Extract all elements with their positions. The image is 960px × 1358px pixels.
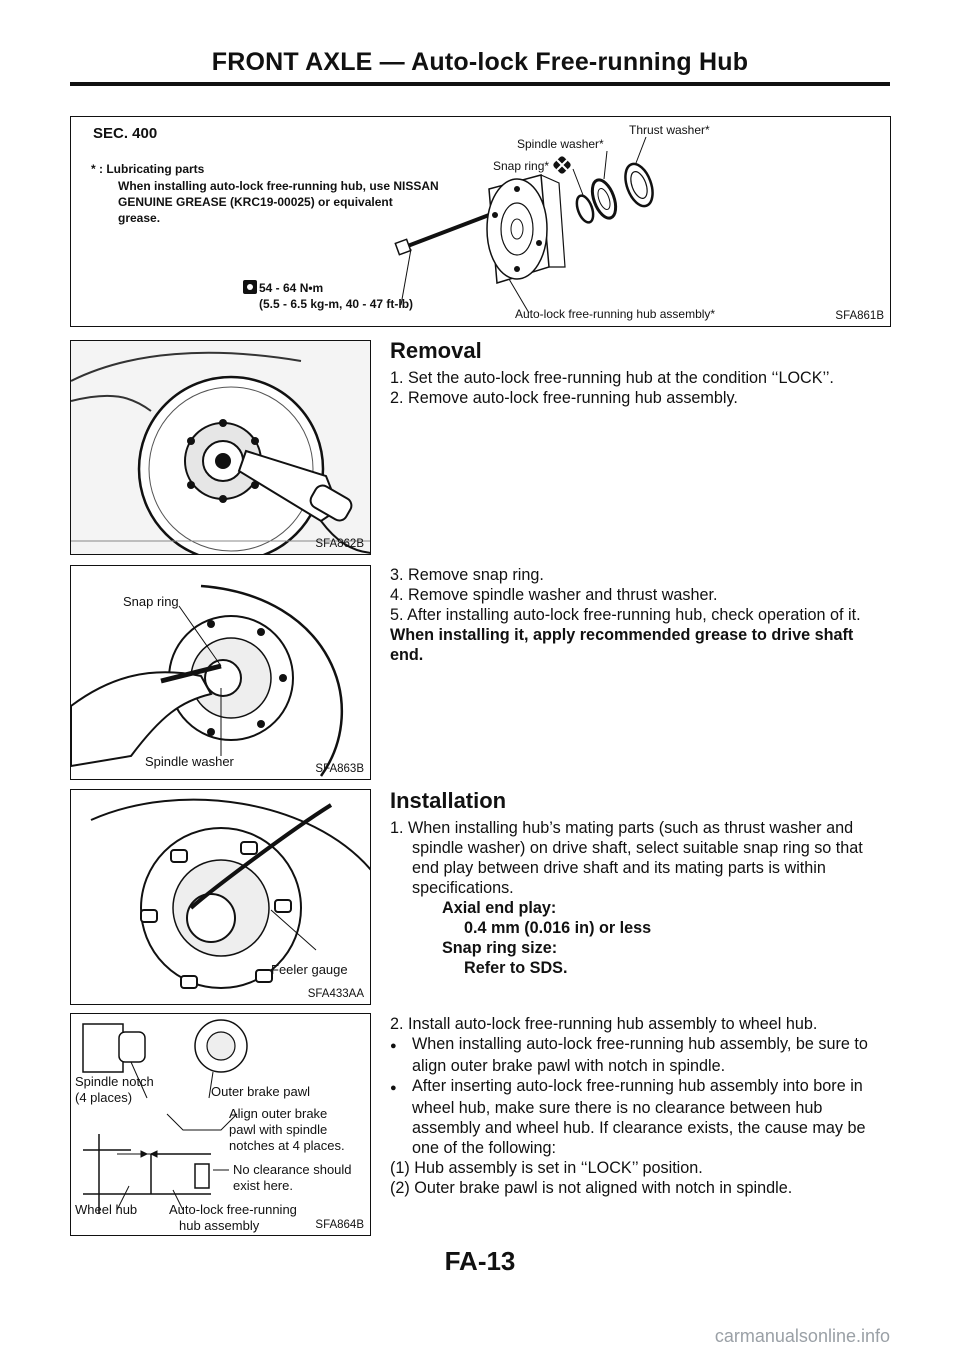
- header-rule: [70, 82, 890, 86]
- removal-step-1: 1. Set the auto-lock free-running hub at the condition ‘‘LOCK’’.: [390, 369, 834, 387]
- removal-heading: Removal: [390, 338, 482, 363]
- label-spindle-notch: Spindle notch: [75, 1074, 154, 1089]
- label-spindle-washer: Spindle washer*: [517, 137, 604, 151]
- removal-step-4: 4. Remove spindle washer and thrust washer.: [390, 586, 718, 604]
- installation-cause-2: (2) Outer brake pawl is not aligned with notch in spindle.: [390, 1179, 793, 1197]
- bullet-icon: ●: [390, 1040, 397, 1052]
- label-thrust-washer: Thrust washer*: [629, 123, 710, 137]
- watermark: carmanualsonline.info: [714, 1326, 890, 1346]
- label-snap-ring: Snap ring*: [493, 159, 550, 173]
- installation-heading: Installation: [390, 788, 507, 813]
- label-spindle-washer: Spindle washer: [145, 754, 234, 769]
- label-feeler-gauge: Feeler gauge: [271, 962, 348, 977]
- feeler-gauge-figure: [70, 789, 371, 1005]
- installation-bullet-2: ● After inserting auto-lock free-running hub assembly into bore in wheel hub, make sure there is no clearance between hub assembly and wheel hub. If clearance exists, the cause may be one of the following:: [390, 1077, 866, 1157]
- figure-id: SFA861B: [835, 310, 884, 322]
- label-wheel-hub: Wheel hub: [75, 1202, 138, 1217]
- figure-id: SFA433AA: [307, 988, 364, 1000]
- installation-bullet-1: ● When installing auto-lock free-running hub assembly, be sure to align outer brake pawl with notch in spindle.: [390, 1035, 868, 1075]
- removal-steps-2: [390, 565, 890, 665]
- section-number: SEC. 400: [93, 125, 158, 142]
- installation-cause-1: (1) Hub assembly is set in ‘‘LOCK’’ position.: [390, 1159, 703, 1177]
- label-hub-assembly-1: Auto-lock free-running: [169, 1202, 297, 1217]
- legend-line-4: grease.: [118, 211, 161, 225]
- hub-assembly-drawing: [487, 175, 565, 283]
- legend-line-3: GENUINE GREASE (KRC19-00025) or equivalent: [118, 195, 393, 209]
- axial-end-play-label: Axial end play:: [442, 899, 557, 917]
- installation-step-2: 2. Install auto-lock free-running hub assembly to wheel hub.: [390, 1015, 818, 1033]
- legend-line-2: When installing auto-lock free-running hub, use NISSAN: [118, 179, 439, 193]
- bullet-icon: ●: [390, 1082, 397, 1094]
- page-number: FA-13: [444, 1246, 516, 1276]
- label-outer-brake-pawl: Outer brake pawl: [211, 1084, 310, 1099]
- removal-step-5: 5. After installing auto-lock free-running hub, check operation of it.: [390, 606, 861, 624]
- removal-note: When installing it, apply recommended grease to drive shaft end.: [390, 626, 854, 664]
- label-snap-ring: Snap ring: [123, 594, 179, 609]
- label-spindle-notch-count: (4 places): [75, 1090, 133, 1105]
- label-clearance-1: No clearance should: [233, 1162, 352, 1177]
- alignment-figure: [70, 1013, 371, 1236]
- figure-id: SFA863B: [315, 763, 364, 775]
- torque-spec-1: 54 - 64 N•m: [259, 281, 324, 295]
- legend-line-1: * : Lubricating parts: [91, 162, 205, 176]
- label-hub-assembly: Auto-lock free-running hub assembly*: [515, 307, 716, 321]
- removal-step-2: 2. Remove auto-lock free-running hub assembly.: [390, 389, 738, 407]
- exploded-view-drawing: [71, 117, 891, 327]
- snap-ring-size-label: Snap ring size:: [442, 939, 558, 957]
- snap-ring-size-value: Refer to SDS.: [464, 959, 568, 977]
- installation-step-1-block: [390, 818, 890, 978]
- label-align-1: Align outer brake: [229, 1106, 328, 1121]
- label-clearance-2: exist here.: [233, 1178, 293, 1193]
- removal-drawing: [71, 341, 371, 555]
- label-align-2: pawl with spindle: [229, 1122, 328, 1137]
- torque-wrench-icon: [243, 280, 257, 294]
- label-align-3: notches at 4 places.: [229, 1138, 345, 1153]
- lubricating-parts-icon: [552, 155, 572, 175]
- thrust-washer-drawing: [620, 160, 658, 210]
- installation-step-1: 1. When installing hub’s mating parts (such as thrust washer and spindle washer) on drive shaft, select suitable snap ring so that end play between drive shaft and its mating parts is within specifications.: [390, 819, 863, 897]
- label-hub-assembly-2: hub assembly: [179, 1218, 260, 1233]
- figure-id: SFA864B: [315, 1219, 364, 1231]
- bolt-drawing: [395, 215, 489, 255]
- snap-ring-figure: [70, 565, 371, 780]
- removal-figure: [70, 340, 371, 555]
- removal-steps-1: [390, 368, 890, 408]
- snap-ring-drawing: [71, 566, 371, 780]
- axial-end-play-value: 0.4 mm (0.016 in) or less: [464, 919, 652, 937]
- installation-step-2-block: [390, 1014, 890, 1198]
- torque-spec-2: (5.5 - 6.5 kg-m, 40 - 47 ft-lb): [259, 297, 414, 311]
- removal-step-3: 3. Remove snap ring.: [390, 566, 544, 584]
- page-title: FRONT AXLE — Auto-lock Free-running Hub: [211, 48, 749, 76]
- exploded-view-figure: [70, 116, 891, 327]
- figure-id: SFA862B: [315, 538, 364, 550]
